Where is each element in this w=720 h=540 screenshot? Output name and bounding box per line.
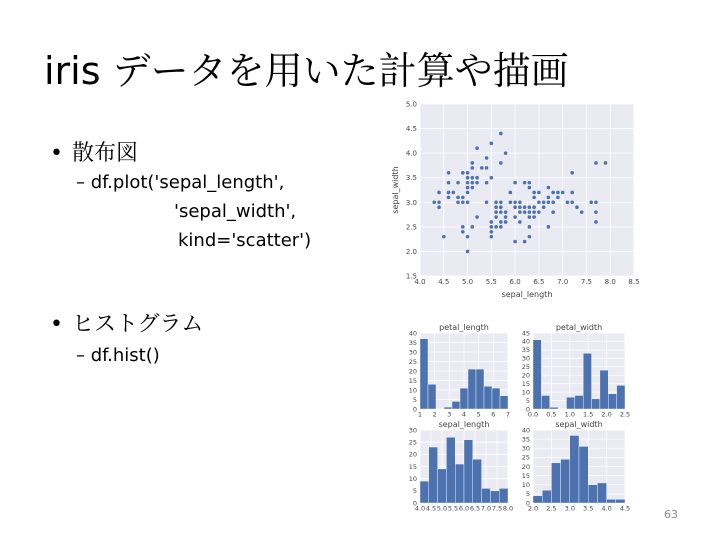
hist-petal-length-y-tick-label: 40: [408, 329, 417, 338]
hist-petal-width-x-tick-label: 1.5: [583, 410, 594, 419]
hist-petal-width-bar: [533, 340, 541, 409]
scatter-point: [442, 235, 446, 239]
hist-sepal-length-x-tick-label: 4.5: [425, 504, 437, 513]
hist-sepal-length-y-tick-label: 20: [408, 450, 417, 459]
hist-petal-width-bar: [550, 407, 558, 409]
hist-sepal-width-y-tick-label: 35: [521, 435, 530, 444]
scatter-x-tick-label: 5.0: [461, 278, 474, 286]
scatter-point: [485, 156, 489, 160]
hist-petal-width-y-tick-label: 35: [521, 346, 530, 355]
scatter-point: [494, 215, 498, 219]
hist-petal-width-y-tick-label: 30: [521, 354, 530, 363]
hist-petal-width-bar: [608, 394, 616, 409]
code-line-hist: – df.hist(): [76, 345, 160, 366]
hist-sepal-width-x-tick-label: 4.5: [619, 504, 631, 513]
scatter-point: [556, 191, 560, 195]
hist-petal-length-bar: [460, 388, 468, 409]
scatter-point: [466, 235, 470, 239]
scatter-point: [547, 200, 551, 204]
scatter-y-tick-label: 2.0: [405, 247, 417, 256]
scatter-point: [490, 225, 494, 229]
scatter-point: [528, 186, 532, 190]
hist-petal-length-bar: [500, 396, 508, 409]
hist-sepal-length-bar: [446, 437, 455, 503]
hist-petal-length-bar: [444, 407, 452, 409]
code-line-2: 'sepal_width',: [174, 201, 297, 222]
scatter-y-tick-label: 1.5: [405, 272, 417, 281]
hist-petal-length-y-tick-label: 5: [412, 395, 417, 404]
scatter-point: [542, 200, 546, 204]
scatter-point: [494, 210, 498, 214]
scatter-point: [523, 210, 527, 214]
hist-petal-width-y-tick-label: 5: [525, 396, 530, 405]
hist-petal-length-y-tick-label: 25: [408, 357, 417, 366]
scatter-point: [528, 181, 532, 185]
scatter-point: [547, 196, 551, 200]
scatter-point: [504, 220, 508, 224]
hist-petal-length-x-tick-label: 7: [505, 410, 511, 419]
scatter-point: [513, 181, 517, 185]
hist-petal-width-bar: [575, 395, 583, 409]
scatter-point: [471, 176, 475, 180]
scatter-point: [494, 225, 498, 229]
scatter-point: [471, 225, 475, 229]
hist-sepal-width-bar: [588, 485, 597, 503]
scatter-point: [437, 200, 441, 204]
hist-sepal-width-bar: [579, 446, 588, 503]
scatter-x-tick-label: 6.0: [509, 278, 521, 286]
code-line-3: kind='scatter'): [178, 230, 312, 251]
bullet-histogram-label: ヒストグラム: [72, 312, 204, 337]
scatter-point: [461, 225, 465, 229]
scatter-point: [518, 200, 522, 204]
scatter-point: [485, 181, 489, 185]
hist-petal-length-title: petal_length: [439, 323, 489, 332]
hist-petal-width-y-tick-label: 15: [521, 379, 530, 388]
scatter-point: [566, 200, 570, 204]
hist-petal-width-bar: [592, 399, 600, 409]
scatter-point: [570, 191, 574, 195]
bullet-marker: •: [50, 141, 63, 166]
hist-petal-width-y-tick-label: 45: [521, 329, 530, 338]
hist-sepal-length-bar: [438, 469, 447, 503]
hist-sepal-width-bar: [561, 459, 570, 503]
hist-sepal-length-bar: [420, 481, 429, 503]
scatter-point: [594, 210, 598, 214]
scatter-point: [461, 171, 465, 175]
hist-petal-length-x-tick-label: 6: [491, 410, 496, 419]
scatter-point: [594, 220, 598, 224]
code-line-1: – df.plot('sepal_length',: [76, 172, 285, 193]
scatter-point: [499, 200, 503, 204]
scatter-point: [594, 161, 598, 165]
scatter-point: [471, 186, 475, 190]
hist-petal-length-bar: [476, 369, 484, 409]
hist-petal-width-bar: [541, 395, 549, 409]
hist-petal-width-x-tick-label: 0.0: [527, 410, 539, 419]
hist-sepal-length-x-tick-label: 5.0: [436, 504, 448, 513]
scatter-point: [499, 225, 503, 229]
scatter-point: [570, 171, 574, 175]
scatter-point: [490, 220, 494, 224]
scatter-point: [532, 191, 536, 195]
scatter-point: [532, 205, 536, 209]
scatter-point: [456, 196, 460, 200]
hist-sepal-length-bar: [429, 447, 438, 503]
scatter-point: [447, 181, 451, 185]
hist-sepal-length-x-tick-label: 6.0: [458, 504, 470, 513]
scatter-y-tick-label: 2.5: [405, 223, 417, 232]
scatter-point: [518, 210, 522, 214]
hist-petal-length-y-tick-label: 0: [412, 405, 417, 414]
hist-sepal-width-y-tick-label: 5: [525, 490, 530, 499]
hist-sepal-width-x-tick-label: 4.0: [601, 504, 612, 513]
hist-petal-length-x-tick-label: 5: [476, 410, 481, 419]
hist-petal-length-x-tick-label: 1: [417, 410, 423, 419]
scatter-point: [532, 215, 536, 219]
scatter-x-tick-label: 7.5: [580, 278, 593, 286]
hist-petal-width-y-tick-label: 20: [521, 371, 530, 380]
scatter-point: [461, 230, 465, 234]
bullet-marker: •: [50, 312, 63, 337]
scatter-point: [447, 196, 451, 200]
hist-sepal-width-y-tick-label: 10: [521, 481, 530, 489]
scatter-x-tick-label: 8.5: [628, 278, 640, 286]
scatter-point: [528, 205, 532, 209]
hist-petal-length-y-tick-label: 20: [408, 367, 417, 376]
hist-sepal-length-y-tick-label: 10: [408, 474, 417, 483]
scatter-y-tick-label: 4.0: [405, 149, 417, 158]
scatter-point: [499, 132, 503, 136]
hist-sepal-length-bar: [490, 491, 499, 503]
scatter-point: [461, 200, 465, 204]
scatter-x-tick-label: 8.0: [604, 278, 616, 286]
hist-petal-width-bar: [583, 353, 591, 409]
scatter-point: [437, 191, 441, 195]
hist-sepal-length-bar: [455, 464, 464, 503]
scatter-point: [528, 210, 532, 214]
scatter-point: [466, 181, 470, 185]
scatter-point: [509, 191, 513, 195]
hist-sepal-length-x-tick-label: 5.5: [447, 504, 459, 513]
bullet-scatter-label: 散布図: [72, 141, 139, 166]
scatter-point: [523, 181, 527, 185]
scatter-point: [532, 196, 536, 200]
scatter-y-tick-label: 3.0: [405, 198, 417, 207]
hist-petal-length-bar: [484, 386, 492, 409]
hist-sepal-length-x-tick-label: 4.0: [414, 504, 426, 513]
hist-petal-width-title: petal_width: [555, 323, 603, 332]
hist-sepal-length-bar: [473, 459, 482, 503]
hist-sepal-length-y-tick-label: 0: [412, 499, 417, 508]
scatter-point: [499, 220, 503, 224]
scatter-point: [471, 166, 475, 170]
scatter-point: [466, 186, 470, 190]
scatter-point: [480, 166, 484, 170]
scatter-point: [561, 191, 565, 195]
hist-petal-width-y-tick-label: 0: [525, 405, 530, 414]
hist-petal-width-bar: [566, 397, 574, 409]
scatter-point: [490, 230, 494, 234]
hist-sepal-width-title: sepal_width: [555, 420, 603, 429]
hist-sepal-length-x-tick-label: 6.5: [469, 504, 481, 513]
scatter-y-tick-label: 5.0: [405, 100, 417, 109]
scatter-point: [499, 161, 503, 165]
hist-petal-length-bar: [492, 388, 500, 409]
hist-sepal-width-y-tick-label: 25: [521, 453, 530, 462]
scatter-y-tick-label: 4.5: [405, 125, 417, 134]
scatter-y-tick-label: 3.5: [405, 174, 417, 183]
scatter-x-tick-label: 7.0: [557, 278, 569, 286]
hist-sepal-length-x-tick-label: 7.0: [480, 504, 492, 513]
scatter-point: [537, 191, 541, 195]
scatter-point: [466, 200, 470, 204]
hist-petal-length-x-tick-label: 2: [432, 410, 437, 419]
scatter-point: [580, 210, 584, 214]
hist-sepal-length-y-tick-label: 25: [408, 438, 417, 447]
scatter-point: [523, 240, 527, 244]
scatter-point: [518, 205, 522, 209]
scatter-point: [504, 210, 508, 214]
hist-sepal-length-x-tick-label: 7.5: [491, 504, 503, 513]
scatter-point: [547, 225, 551, 229]
scatter-point: [523, 205, 527, 209]
hist-petal-length-y-tick-label: 10: [408, 386, 417, 395]
hist-petal-width-bar: [617, 385, 625, 409]
hist-sepal-width-bar: [533, 496, 542, 503]
scatter-point: [604, 161, 608, 165]
hist-sepal-width-x-tick-label: 2.0: [527, 504, 539, 513]
hist-petal-width-y-tick-label: 25: [521, 363, 530, 372]
scatter-point: [513, 215, 517, 219]
scatter-point: [509, 200, 513, 204]
hist-sepal-width-y-tick-label: 20: [521, 462, 530, 471]
scatter-point: [513, 240, 517, 244]
hist-petal-length-y-tick-label: 15: [408, 376, 417, 385]
scatter-point: [537, 200, 541, 204]
slide-title: iris データを用いた計算や描画: [44, 49, 569, 93]
scatter-point: [475, 181, 479, 185]
hist-sepal-length-bar: [464, 440, 473, 503]
hist-petal-length-y-tick-label: 35: [408, 338, 417, 347]
scatter-point: [537, 210, 541, 214]
hist-petal-length-x-tick-label: 3: [447, 410, 452, 419]
scatter-point: [542, 205, 546, 209]
scatter-point: [475, 146, 479, 150]
scatter-point: [556, 196, 560, 200]
hist-petal-width-bar: [600, 370, 608, 409]
hist-sepal-width-x-tick-label: 3.5: [583, 504, 594, 513]
scatter-point: [504, 151, 508, 155]
scatter-point: [447, 191, 451, 195]
scatter-point: [504, 215, 508, 219]
hist-sepal-width-x-tick-label: 3.0: [564, 504, 575, 513]
scatter-point: [466, 250, 470, 254]
scatter-point: [499, 205, 503, 209]
scatter-point: [485, 166, 489, 170]
scatter-point: [494, 200, 498, 204]
scatter-point: [589, 200, 593, 204]
scatter-point: [471, 181, 475, 185]
scatter-point: [466, 171, 470, 175]
scatter-point: [461, 196, 465, 200]
scatter-point: [551, 210, 555, 214]
scatter-point: [466, 191, 470, 195]
hist-sepal-length-x-tick-label: 8.0: [502, 504, 514, 513]
scatter-point: [447, 171, 451, 175]
hist-petal-width-x-tick-label: 1.0: [564, 410, 575, 419]
hist-sepal-width-y-tick-label: 40: [521, 426, 530, 435]
scatter-point: [518, 220, 522, 224]
scatter-x-axis-label: sepal_length: [501, 290, 553, 299]
scatter-point: [528, 225, 532, 229]
hist-sepal-width-bar: [616, 499, 625, 503]
scatter-point: [490, 142, 494, 146]
hist-sepal-width-bar: [542, 490, 551, 503]
scatter-point: [570, 200, 574, 204]
hist-sepal-length-bar: [482, 488, 491, 503]
hist-sepal-width-bar: [570, 435, 579, 503]
hist-petal-width-x-tick-label: 0.5: [546, 410, 557, 419]
scatter-point: [494, 205, 498, 209]
hist-petal-width-x-tick-label: 2.5: [619, 410, 631, 419]
scatter-point: [594, 200, 598, 204]
scatter-point: [547, 186, 551, 190]
page-number: 63: [664, 508, 678, 521]
hist-petal-length-bar: [420, 339, 428, 409]
hist-petal-width-x-tick-label: 2.0: [601, 410, 612, 419]
hist-petal-length-y-tick-label: 30: [408, 348, 417, 357]
hist-petal-length-bar: [468, 369, 476, 409]
scatter-point: [471, 161, 475, 165]
scatter-point: [475, 176, 479, 180]
scatter-x-tick-label: 4.5: [438, 278, 450, 286]
hist-sepal-length-bar: [499, 488, 508, 503]
scatter-point: [456, 200, 460, 204]
hist-sepal-width-bar: [597, 483, 606, 503]
scatter-point: [513, 205, 517, 209]
scatter-point: [437, 205, 441, 209]
hist-sepal-length-y-tick-label: 5: [412, 487, 417, 496]
hist-sepal-length-title: sepal_length: [438, 420, 490, 429]
scatter-point: [451, 191, 455, 195]
scatter-point: [528, 235, 532, 239]
scatter-point: [485, 200, 489, 204]
hist-sepal-width-y-tick-label: 15: [521, 471, 530, 480]
scatter-y-axis-label: sepal_width: [391, 166, 400, 214]
hist-sepal-length-y-tick-label: 15: [408, 462, 417, 471]
hist-petal-width-y-tick-label: 10: [521, 388, 530, 397]
scatter-point: [513, 200, 517, 204]
scatter-point: [499, 210, 503, 214]
hist-sepal-width-x-tick-label: 2.5: [546, 504, 557, 513]
scatter-point: [528, 215, 532, 219]
scatter-x-tick-label: 4.0: [414, 278, 426, 286]
hist-petal-length-bar: [428, 384, 436, 409]
hist-sepal-width-y-tick-label: 0: [525, 499, 530, 508]
scatter-point: [551, 191, 555, 195]
scatter-point: [490, 176, 494, 180]
scatter-point: [466, 176, 470, 180]
hist-petal-length-bar: [452, 401, 460, 409]
hist-petal-width-y-tick-label: 40: [521, 337, 530, 346]
scatter-point: [432, 200, 436, 204]
scatter-point: [475, 215, 479, 219]
scatter-point: [532, 210, 536, 214]
scatter-x-tick-label: 5.5: [485, 278, 497, 286]
scatter-point: [456, 181, 460, 185]
hist-sepal-length-y-tick-label: 30: [408, 426, 417, 435]
hist-sepal-width-bar: [607, 499, 616, 503]
scatter-plot-area: [420, 104, 634, 276]
scatter-point: [551, 200, 555, 204]
hist-sepal-width-bar: [551, 463, 560, 503]
hist-sepal-width-y-tick-label: 30: [521, 444, 530, 453]
hist-petal-length-x-tick-label: 4: [461, 410, 467, 419]
scatter-point: [575, 205, 579, 209]
scatter-x-tick-label: 6.5: [533, 278, 545, 286]
scatter-point: [490, 235, 494, 239]
